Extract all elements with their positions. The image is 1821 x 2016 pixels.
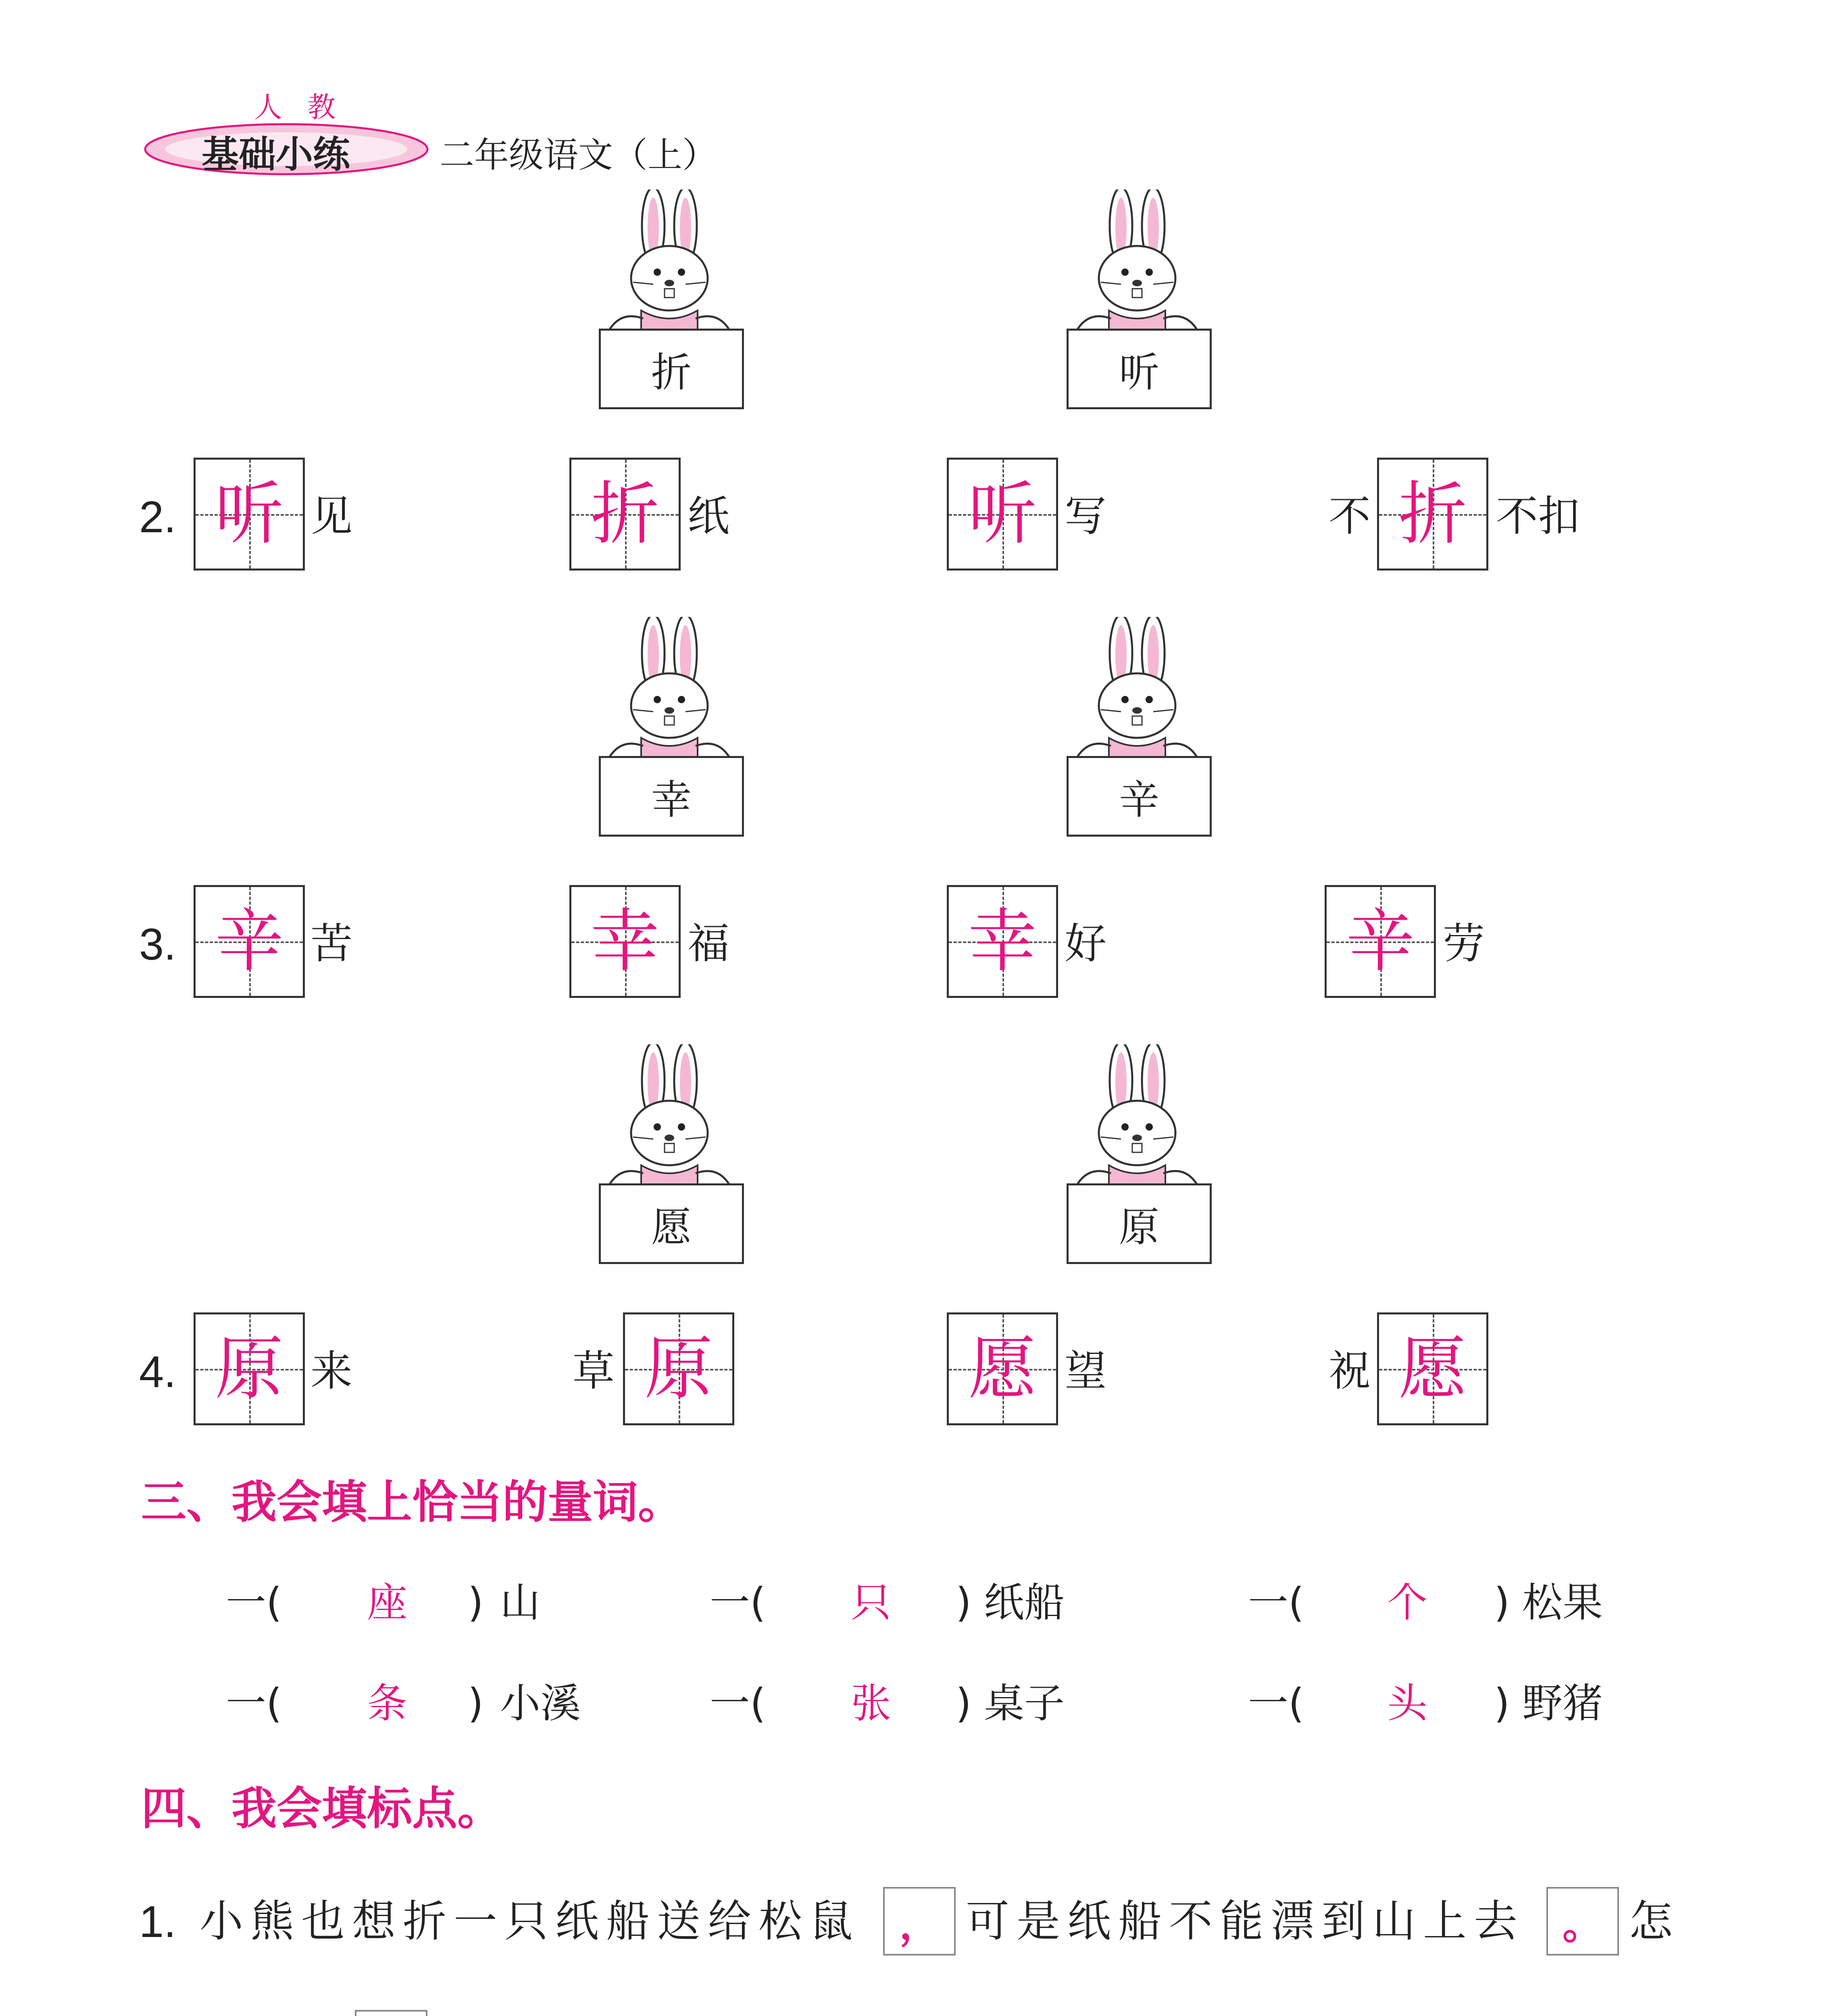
measure-prefix: 一( xyxy=(710,1579,766,1626)
word-suffix: 劳 xyxy=(1443,919,1485,968)
measure-prefix: 一( xyxy=(1248,1579,1304,1626)
char-grid[interactable] xyxy=(1325,885,1436,998)
punct-box[interactable] xyxy=(355,2010,427,2016)
series-title: 基础小练 xyxy=(202,133,350,176)
grid-answer: 折 xyxy=(590,474,659,554)
word-suffix: 见 xyxy=(310,492,353,541)
word-suffix: 不扣 xyxy=(1496,492,1580,541)
rabbit-icon xyxy=(1061,190,1214,335)
subject-title: 二年级语文（上） xyxy=(440,135,717,175)
measure-answer[interactable]: 张 xyxy=(851,1680,891,1727)
section-3-title: 三、我会填上恰当的量词。 xyxy=(141,1476,683,1529)
word-suffix: 福 xyxy=(688,919,730,968)
measure-prefix: 一( xyxy=(226,1579,282,1626)
char-grid[interactable] xyxy=(194,458,305,571)
grid-answer: 愿 xyxy=(1398,1329,1467,1409)
measure-word: 桌子 xyxy=(984,1680,1065,1727)
char-grid[interactable] xyxy=(569,458,681,571)
grid-answer: 幸 xyxy=(968,902,1037,981)
rabbit-sign: 听 xyxy=(1067,329,1212,409)
measure-close: ) xyxy=(468,1579,484,1626)
measure-answer[interactable]: 条 xyxy=(367,1680,407,1727)
measure-word: 山 xyxy=(500,1579,540,1626)
measure-close: ) xyxy=(956,1680,972,1727)
measure-prefix: 一( xyxy=(1248,1680,1304,1727)
grid-answer: 辛 xyxy=(1346,902,1415,981)
sentence-text: 小熊也想折一只纸船送给松鼠 xyxy=(200,1896,860,1947)
measure-word: 野猪 xyxy=(1522,1680,1603,1727)
grid-answer: 原 xyxy=(215,1329,283,1409)
measure-close: ) xyxy=(956,1579,972,1626)
word-suffix: 苦 xyxy=(310,919,353,968)
question-number: 1. xyxy=(139,1897,176,1947)
question-number: 4. xyxy=(139,1347,176,1397)
word-suffix: 好 xyxy=(1065,919,1107,968)
rabbit-icon xyxy=(1061,617,1214,762)
measure-answer[interactable]: 座 xyxy=(367,1579,407,1626)
rabbit-sign: 愿 xyxy=(599,1183,744,1264)
grid-answer: 折 xyxy=(1398,474,1467,554)
word-suffix: 纸 xyxy=(688,492,730,541)
rabbit-sign: 幸 xyxy=(599,756,744,837)
measure-word: 小溪 xyxy=(500,1680,581,1727)
rabbit-sign: 原 xyxy=(1067,1183,1212,1264)
char-grid[interactable] xyxy=(569,885,681,998)
measure-word: 松果 xyxy=(1522,1579,1603,1626)
char-grid[interactable] xyxy=(1377,458,1488,571)
word-prefix: 祝 xyxy=(1329,1346,1371,1395)
rabbit-icon xyxy=(1061,1044,1214,1189)
rabbit-icon xyxy=(593,617,746,762)
punct-box[interactable]: 。 xyxy=(1546,1887,1619,1956)
rabbit-sign: 折 xyxy=(599,329,744,409)
char-grid[interactable] xyxy=(947,458,1058,571)
word-suffix: 来 xyxy=(310,1346,353,1395)
measure-answer[interactable]: 个 xyxy=(1387,1579,1427,1626)
measure-close: ) xyxy=(1494,1680,1510,1727)
measure-answer[interactable]: 只 xyxy=(851,1579,891,1626)
rabbit-sign: 辛 xyxy=(1067,756,1212,837)
char-grid[interactable] xyxy=(623,1312,734,1425)
char-grid[interactable] xyxy=(947,885,1058,998)
grid-answer: 辛 xyxy=(215,902,283,981)
rabbit-icon xyxy=(593,190,746,335)
measure-close: ) xyxy=(1494,1579,1510,1626)
word-prefix: 不 xyxy=(1329,492,1371,541)
grid-answer: 听 xyxy=(968,474,1037,554)
question-number: 3. xyxy=(139,920,176,969)
question-number: 2. xyxy=(139,492,176,542)
measure-answer[interactable]: 头 xyxy=(1387,1680,1427,1727)
char-grid[interactable] xyxy=(947,1312,1058,1425)
word-prefix: 草 xyxy=(573,1346,615,1395)
punct-box[interactable]: ， xyxy=(883,1887,956,1956)
grid-answer: 听 xyxy=(215,474,283,554)
measure-prefix: 一( xyxy=(226,1680,282,1727)
word-suffix: 望 xyxy=(1065,1346,1107,1395)
measure-prefix: 一( xyxy=(710,1680,766,1727)
sentence-text: 怎 xyxy=(1629,1896,1680,1947)
rabbit-icon xyxy=(593,1044,746,1189)
measure-word: 纸船 xyxy=(984,1579,1065,1626)
sentence-text: 可是纸船不能漂到山上去 xyxy=(966,1896,1525,1947)
section-4-title: 四、我会填标点。 xyxy=(141,1783,502,1835)
char-grid[interactable] xyxy=(194,885,305,998)
edition-label: 人 教 xyxy=(254,91,344,124)
word-suffix: 写 xyxy=(1065,492,1107,541)
char-grid[interactable] xyxy=(194,1312,305,1425)
grid-answer: 幸 xyxy=(590,902,659,981)
grid-answer: 原 xyxy=(644,1329,713,1409)
measure-close: ) xyxy=(468,1680,484,1727)
char-grid[interactable] xyxy=(1377,1312,1488,1425)
grid-answer: 愿 xyxy=(968,1329,1037,1409)
